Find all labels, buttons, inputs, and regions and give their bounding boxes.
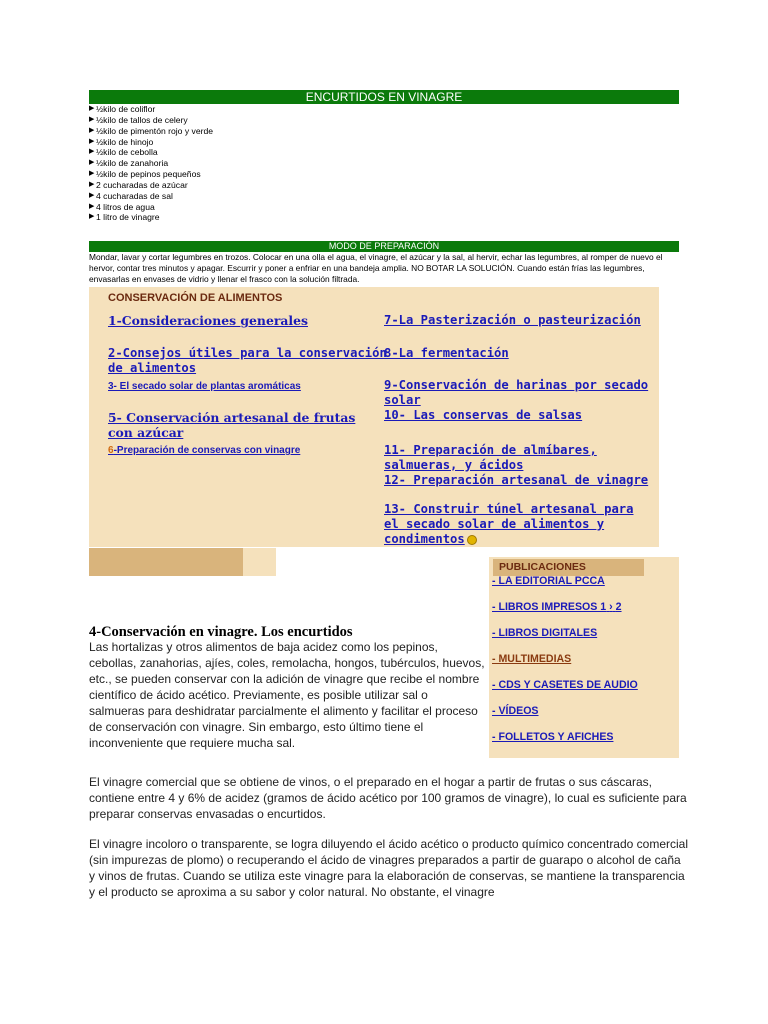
list-item: ▶ ½kilo de cebolla (89, 147, 158, 158)
list-item: ▶ ½kilo de pepinos pequeños (89, 169, 201, 180)
pub-link-editorial[interactable]: - LA EDITORIAL PCCA (492, 575, 605, 587)
article-paragraph: El vinagre comercial que se obtiene de vinos, o el preparado en el hogar a partir de frutas o sus cáscaras, contiene entre 4 y 6% de acidez (gramos de ácido acético por 100 gramos de vinagre), lo cual es suficiente para preparar conservas envasadas o encurtidos. (89, 775, 687, 821)
triangle-bullet-icon: ▶ (89, 180, 95, 188)
link-salsas[interactable]: 10- Las conservas de salsas (384, 408, 583, 422)
link-number: 6 (108, 445, 114, 456)
list-item: ▶ ½kilo de pimentón rojo y verde (89, 125, 214, 136)
recipe-title-bar: ENCURTIDOS EN VINAGRE (89, 90, 679, 104)
list-item: ▶ ½kilo de tallos de celery (89, 114, 188, 125)
triangle-bullet-icon: ▶ (89, 137, 95, 145)
list-item: ▶ 4 litros de agua (89, 201, 155, 212)
list-item: ▶ ½kilo de hinojo (89, 136, 154, 147)
triangle-bullet-icon: ▶ (89, 105, 95, 112)
list-item: ▶ ½kilo de coliflor (89, 104, 156, 114)
pub-link-libros-impresos-row (492, 601, 622, 614)
link-secado-solar[interactable]: 3- El secado solar de plantas aromáticas (108, 381, 301, 392)
pub-link-libros-impresos-2[interactable]: 2 (615, 601, 622, 613)
list-item: ▶ 1 litro de vinagre (89, 212, 160, 223)
link-consejos[interactable]: 2-Consejos útiles para la conservación de alimentos (108, 346, 387, 375)
conservacion-title: CONSERVACIÓN DE ALIMENTOS (108, 292, 283, 304)
triangle-bullet-icon: ▶ (89, 148, 95, 156)
pub-link-libros-impresos[interactable]: - LIBROS IMPRESOS 1 (492, 601, 607, 613)
pub-link-multimedias[interactable]: - MULTIMEDIAS (492, 653, 572, 665)
list-item: ▶ 4 cucharadas de sal (89, 190, 173, 201)
list-item: ▶ 2 cucharadas de azúcar (89, 179, 188, 190)
link-consideraciones[interactable]: 1-Consideraciones generales (108, 313, 308, 328)
link-tunel[interactable]: 13- Construir túnel artesanal para el secado solar de alimentos y condimentos (384, 502, 634, 546)
link-vinagre-artesanal[interactable]: 12- Preparación artesanal de vinagre (384, 473, 649, 487)
chevron-right-icon: › (609, 601, 613, 613)
link-vinagre[interactable]: -Preparación de conservas con vinagre (113, 445, 301, 456)
publicaciones-header: PUBLICACIONES (493, 559, 644, 576)
link-fermentacion[interactable]: 8-La fermentación (384, 346, 509, 360)
link-harinas[interactable]: 9-Conservación de harinas por secado solar (384, 378, 649, 407)
triangle-bullet-icon: ▶ (89, 170, 95, 178)
pub-link-libros-digitales[interactable]: - LIBROS DIGITALES (492, 627, 598, 639)
decorative-block (89, 548, 243, 576)
ingredients-list (89, 104, 213, 223)
coin-icon (467, 535, 477, 545)
link-tunel-row[interactable] (384, 502, 654, 547)
triangle-bullet-icon: ▶ (89, 159, 95, 167)
link-almibares[interactable]: 11- Preparación de almíbares, salmueras, y ácidos (384, 443, 597, 472)
decorative-block (243, 548, 276, 576)
triangle-bullet-icon: ▶ (89, 126, 95, 134)
pub-link-videos[interactable]: - VÍDEOS (492, 705, 539, 717)
link-frutas-azucar[interactable]: 5- Conservación artesanal de frutas con azúcar (108, 410, 356, 440)
link-vinagre-row[interactable] (108, 445, 388, 457)
preparation-title-bar: MODO DE PREPARACIÓN (89, 241, 679, 252)
section-heading: 4-Conservación en vinagre. Los encurtidos (89, 624, 353, 640)
pub-link-folletos[interactable]: - FOLLETOS Y AFICHES (492, 731, 614, 743)
article-paragraph: Las hortalizas y otros alimentos de baja acidez como los pepinos, cebollas, zanahorias, ajíes, coles, remolacha, hongos, tubérculos, huevos, etc., se pueden conservar con la adición de vinagre que recibe el nombre científico de ácido acético. Previamente, es posible utilizar sal o salmueras para deshidratar parcialmente el alimento y facilitar el proceso de conservación con vinagre. Sin embargo, esto último tiene el inconveniente que requiere mucha sal. (89, 640, 485, 750)
list-item: ▶ ½kilo de zanahoria (89, 158, 169, 169)
triangle-bullet-icon: ▶ (89, 202, 95, 210)
preparation-text: Mondar, lavar y cortar legumbres en trozos. Colocar en una olla el agua, el vinagre, el azúcar y la sal, al hervir, echar las legumbres, al romper de nuevo el hervor, contar tres minutos y apagar. Escurrir y poner a enfriar en una bandeja amplia. NO BOTAR LA SOLUCIÓN. Cuando están frías las legumbres, envasarlas en envases de vidrio y llenar el frasco con la solución filtrada. (89, 252, 663, 284)
link-pasteurizacion[interactable]: 7-La Pasterización o pasteurización (384, 313, 641, 327)
triangle-bullet-icon: ▶ (89, 115, 95, 123)
article-paragraph: El vinagre incoloro o transparente, se logra diluyendo el ácido acético o producto químico concentrado comercial (sin impurezas de plomo) o recuperando el ácido de vinagres preparados a partir de guarapo o alcohol de caña y vinos de frutas. Cuando se utiliza este vinagre para la elaboración de conservas, se mantiene la transparencia y el producto se aproxima a su sabor y color natural. No obstante, el vinagre (89, 837, 689, 899)
triangle-bullet-icon: ▶ (89, 213, 95, 221)
pub-link-cds[interactable]: - CDS Y CASETES DE AUDIO (492, 679, 638, 691)
triangle-bullet-icon: ▶ (89, 191, 95, 199)
